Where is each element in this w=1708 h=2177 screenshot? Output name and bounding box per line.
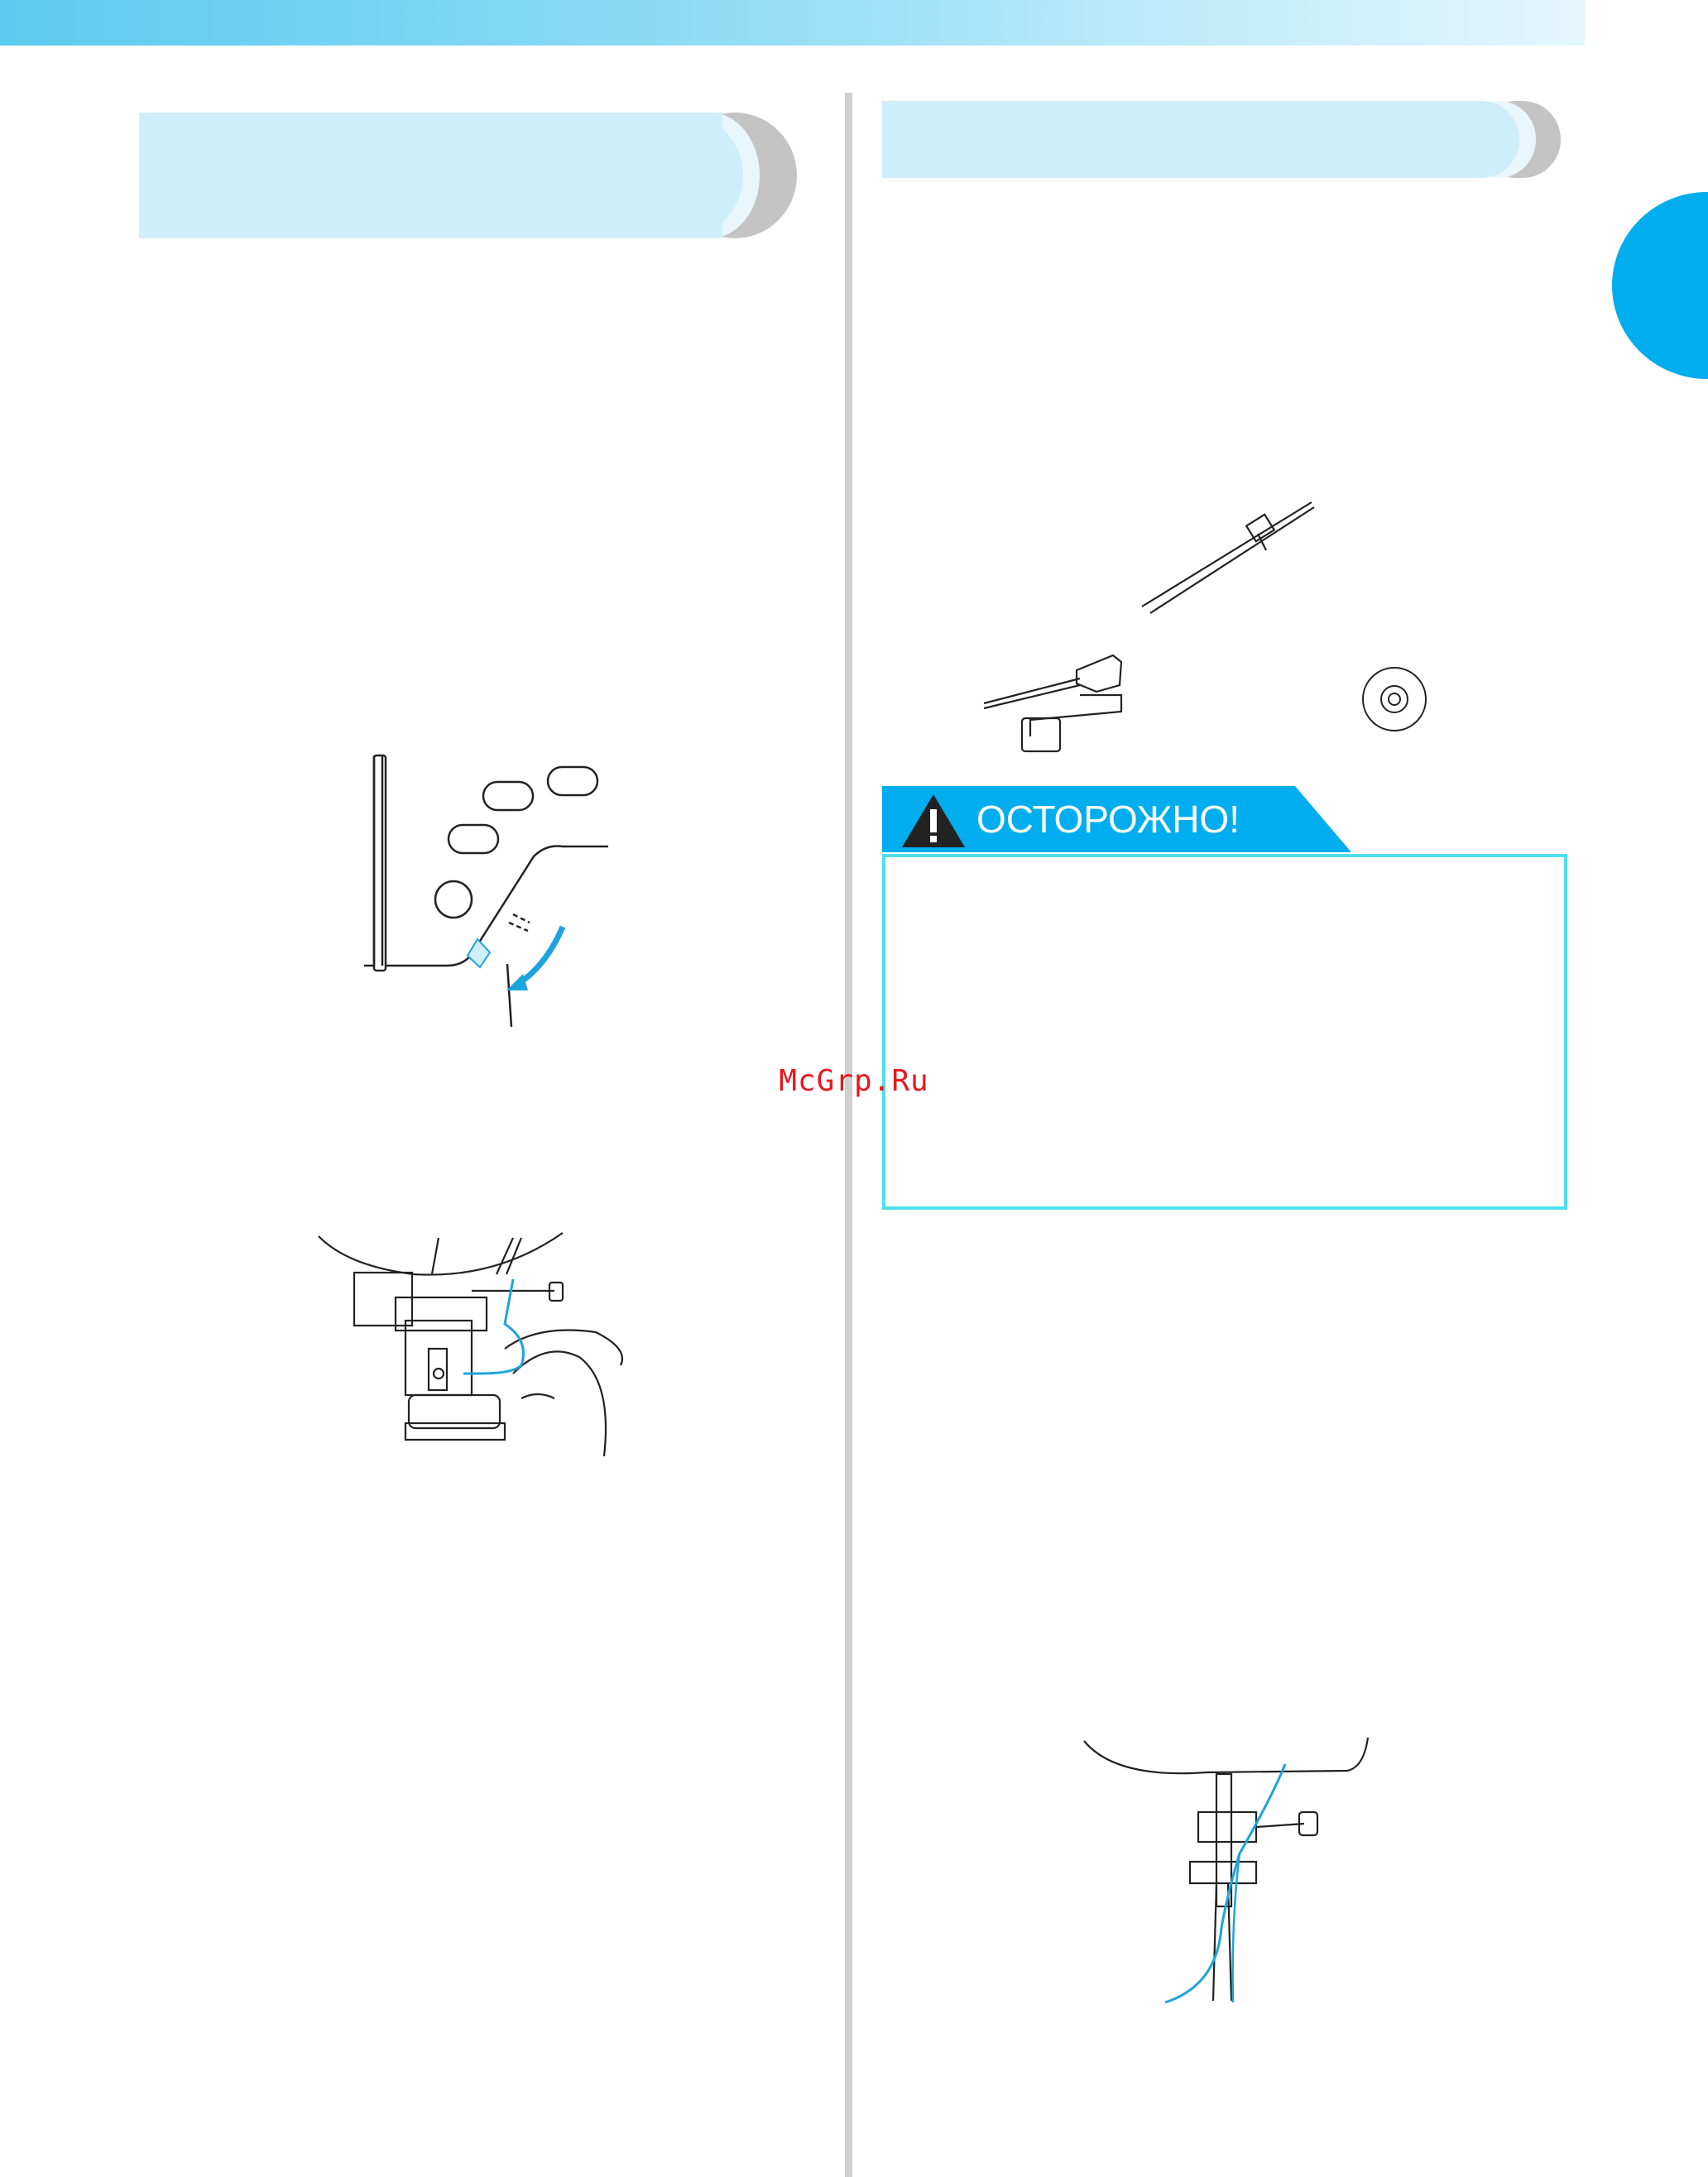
section-header-right-shape <box>882 101 1569 178</box>
column-divider <box>845 93 852 2177</box>
caution-box <box>882 854 1567 1210</box>
chapter-tab <box>1612 192 1708 379</box>
twin-needle-illustration <box>1134 501 1316 616</box>
top-color-bar <box>0 0 1585 46</box>
thread-cutter-illustration <box>364 749 612 1030</box>
section-header-left-shape <box>139 113 818 238</box>
caution-label: ОСТОРОЖНО! <box>976 798 1240 841</box>
spool-pin-illustration <box>981 645 1130 761</box>
presser-foot-illustration <box>314 1233 629 1456</box>
section-header-left <box>139 113 818 238</box>
section-header-right <box>882 101 1569 178</box>
warning-triangle-icon <box>900 793 967 849</box>
watermark-text: McGrp.Ru <box>779 1064 929 1098</box>
bobbin-illustration <box>1361 666 1427 732</box>
twin-needle-threaded-illustration <box>1082 1738 1372 2019</box>
